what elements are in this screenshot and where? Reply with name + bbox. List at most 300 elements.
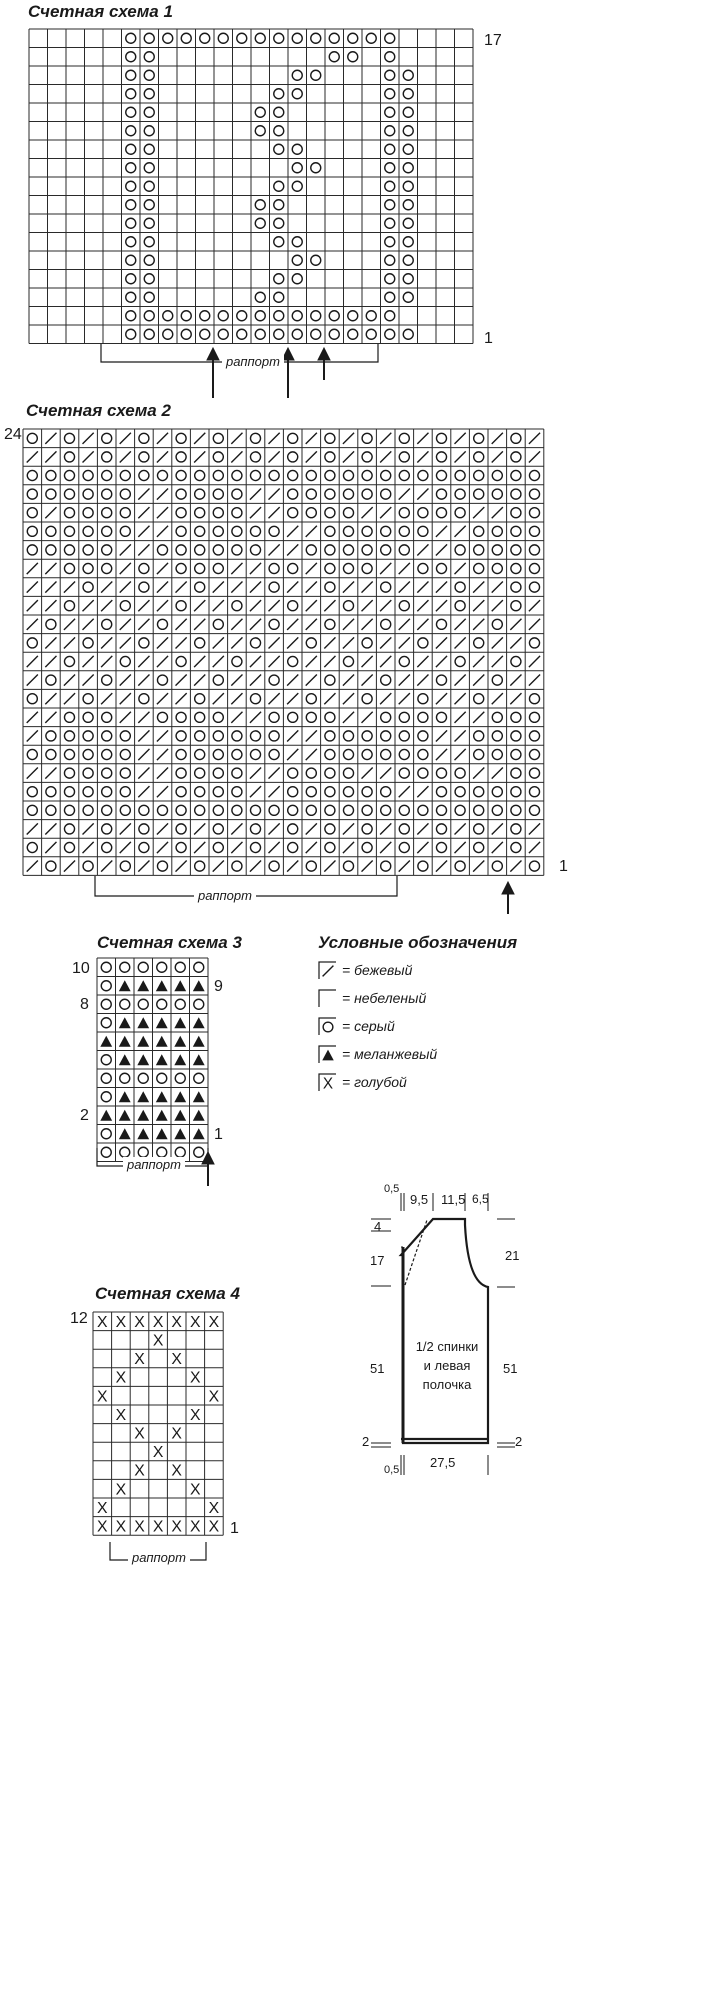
cell-symbol-circle xyxy=(418,638,428,648)
cell-symbol-slash xyxy=(27,563,38,574)
cell-symbol-slash xyxy=(492,507,503,518)
cell-symbol-slash xyxy=(287,582,298,593)
cell-symbol-slash xyxy=(306,600,317,611)
cell-symbol-slash xyxy=(138,656,149,667)
chart4-grid xyxy=(92,1311,224,1536)
cell-symbol-circle xyxy=(343,563,353,573)
cell-symbol-slash xyxy=(343,433,354,444)
cell-symbol-circle xyxy=(232,656,242,666)
cell-symbol-slash xyxy=(213,861,224,872)
cell-symbol-triangle xyxy=(119,980,131,991)
cell-symbol-slash xyxy=(399,693,410,704)
cell-symbol-slash xyxy=(362,600,373,611)
cell-symbol-circle xyxy=(385,218,395,228)
cell-symbol-circle xyxy=(144,181,154,191)
cell-symbol-circle xyxy=(139,824,149,834)
cell-symbol-slash xyxy=(27,712,38,723)
cell-symbol-slash xyxy=(473,600,484,611)
cell-symbol-triangle xyxy=(137,1128,149,1139)
cell-symbol-slash xyxy=(231,842,242,853)
cell-symbol-triangle xyxy=(137,1036,149,1047)
cell-symbol-slash xyxy=(306,749,317,760)
cell-symbol-circle xyxy=(492,805,502,815)
cell-symbol-circle xyxy=(306,861,316,871)
cell-symbol-circle xyxy=(274,89,284,99)
cell-symbol-slash xyxy=(138,749,149,760)
cell-symbol-slash xyxy=(27,619,38,630)
cell-symbol-slash xyxy=(455,619,466,630)
cell-symbol-slash xyxy=(362,656,373,667)
cell-symbol-circle xyxy=(292,255,302,265)
cell-symbol-slash xyxy=(45,712,56,723)
cell-symbol-circle xyxy=(176,824,186,834)
cell-symbol-slash xyxy=(362,619,373,630)
cell-symbol-circle xyxy=(529,489,539,499)
cell-symbol-circle xyxy=(288,489,298,499)
cell-symbol-slash xyxy=(64,693,75,704)
cell-symbol-circle xyxy=(362,638,372,648)
cell-symbol-circle xyxy=(274,144,284,154)
cell-symbol-slash xyxy=(120,451,131,462)
cell-symbol-x: X xyxy=(208,1518,220,1536)
cell-symbol-circle xyxy=(455,545,465,555)
cell-symbol-circle xyxy=(255,218,265,228)
cell-symbol-circle xyxy=(385,181,395,191)
cell-symbol-slash xyxy=(399,563,410,574)
cell-symbol-circle xyxy=(102,470,112,480)
cell-symbol-circle xyxy=(492,489,502,499)
cell-symbol-circle xyxy=(213,749,223,759)
cell-symbol-x: X xyxy=(190,1518,201,1536)
cell-symbol-circle xyxy=(101,999,111,1009)
cell-symbol-slash xyxy=(436,749,447,760)
chart3-title: Счетная схема 3 xyxy=(97,933,242,952)
cell-symbol-circle xyxy=(269,582,279,592)
cell-symbol-circle xyxy=(120,787,130,797)
cell-symbol-circle xyxy=(474,470,484,480)
cell-symbol-circle xyxy=(232,601,242,611)
cell-symbol-slash xyxy=(306,451,317,462)
cell-symbol-circle xyxy=(139,563,149,573)
cell-symbol-circle xyxy=(102,842,112,852)
cell-symbol-circle xyxy=(325,805,335,815)
cell-symbol-circle xyxy=(399,842,409,852)
cell-symbol-slash xyxy=(324,600,335,611)
cell-symbol-circle xyxy=(343,805,353,815)
cell-symbol-circle xyxy=(348,311,358,321)
cell-symbol-circle xyxy=(362,805,372,815)
cell-symbol-slash xyxy=(380,842,391,853)
cell-symbol-circle xyxy=(436,712,446,722)
cell-symbol-circle xyxy=(381,861,391,871)
cell-symbol-slash xyxy=(213,656,224,667)
cell-symbol-slash xyxy=(120,433,131,444)
cell-symbol-slash xyxy=(529,823,540,834)
cell-symbol-circle xyxy=(195,749,205,759)
cell-symbol-slash xyxy=(101,600,112,611)
cell-symbol-circle xyxy=(492,749,502,759)
cell-symbol-circle xyxy=(102,712,112,722)
dim-top-9-5: 9,5 xyxy=(410,1192,429,1207)
cell-symbol-circle xyxy=(455,489,465,499)
legend-swatch-icon xyxy=(318,961,336,979)
cell-symbol-slash xyxy=(231,433,242,444)
cell-symbol-circle xyxy=(385,200,395,210)
cell-symbol-circle xyxy=(126,89,136,99)
cell-symbol-circle xyxy=(292,329,302,339)
cell-symbol-slash xyxy=(138,730,149,741)
cell-symbol-circle xyxy=(311,329,321,339)
cell-symbol-circle xyxy=(385,52,395,62)
cell-symbol-circle xyxy=(157,712,167,722)
arrow-icon xyxy=(502,882,514,914)
cell-symbol-slash xyxy=(306,730,317,741)
cell-symbol-slash xyxy=(64,582,75,593)
cell-symbol-circle xyxy=(126,52,136,62)
cell-symbol-circle xyxy=(511,731,521,741)
cell-symbol-circle xyxy=(306,545,316,555)
cell-symbol-triangle xyxy=(156,1091,168,1102)
cell-symbol-slash xyxy=(250,563,261,574)
cell-symbol-circle xyxy=(269,712,279,722)
cell-symbol-circle xyxy=(348,33,358,43)
cell-symbol-circle xyxy=(126,274,136,284)
cell-symbol-circle xyxy=(474,452,484,462)
chart2-rapport-label: раппорт xyxy=(194,888,256,903)
cell-symbol-circle xyxy=(325,731,335,741)
cell-symbol-slash xyxy=(194,451,205,462)
cell-symbol-circle xyxy=(511,842,521,852)
cell-symbol-circle xyxy=(250,749,260,759)
dim-top-11-5: 11,5 xyxy=(441,1192,466,1207)
cell-symbol-triangle xyxy=(137,1091,149,1102)
cell-symbol-slash xyxy=(417,619,428,630)
cell-symbol-circle xyxy=(139,470,149,480)
cell-symbol-circle xyxy=(213,675,223,685)
cell-symbol-circle xyxy=(195,470,205,480)
cell-symbol-slash xyxy=(250,489,261,500)
cell-symbol-circle xyxy=(195,768,205,778)
cell-symbol-circle xyxy=(343,731,353,741)
cell-symbol-slash xyxy=(417,489,428,500)
cell-symbol-slash xyxy=(83,433,94,444)
cell-symbol-circle xyxy=(157,861,167,871)
cell-symbol-slash xyxy=(287,526,298,537)
cell-symbol-circle xyxy=(381,470,391,480)
cell-symbol-circle xyxy=(274,181,284,191)
cell-symbol-circle xyxy=(381,526,391,536)
cell-symbol-circle xyxy=(120,768,130,778)
cell-symbol-slash xyxy=(306,842,317,853)
cell-symbol-circle xyxy=(529,470,539,480)
cell-symbol-slash xyxy=(157,451,168,462)
dim-right-51: 51 xyxy=(503,1361,518,1376)
cell-symbol-slash xyxy=(231,619,242,630)
cell-symbol-circle xyxy=(64,526,74,536)
chart3-rapport-label: раппорт xyxy=(123,1157,185,1172)
cell-symbol-x: X xyxy=(171,1425,182,1443)
cell-symbol-x: X xyxy=(134,1351,145,1369)
cell-symbol-slash xyxy=(231,637,242,648)
cell-symbol-slash xyxy=(157,637,168,648)
cell-symbol-circle xyxy=(418,563,428,573)
cell-symbol-circle xyxy=(292,311,302,321)
cell-symbol-slash xyxy=(380,693,391,704)
cell-symbol-slash xyxy=(231,563,242,574)
cell-symbol-circle xyxy=(292,89,302,99)
cell-symbol-circle xyxy=(381,619,391,629)
cell-symbol-circle xyxy=(176,545,186,555)
cell-symbol-circle xyxy=(144,33,154,43)
cell-symbol-circle xyxy=(232,470,242,480)
cell-symbol-triangle xyxy=(174,980,186,991)
cell-symbol-circle xyxy=(292,33,302,43)
cell-symbol-circle xyxy=(362,489,372,499)
cell-symbol-circle xyxy=(126,70,136,80)
cell-symbol-slash xyxy=(473,619,484,630)
cell-symbol-slash xyxy=(231,823,242,834)
cell-symbol-circle xyxy=(175,962,185,972)
cell-symbol-slash xyxy=(45,656,56,667)
chart2-row-top-label: 24 xyxy=(4,426,22,443)
cell-symbol-circle xyxy=(195,731,205,741)
cell-symbol-circle xyxy=(366,329,376,339)
cell-symbol-slash xyxy=(138,861,149,872)
cell-symbol-circle xyxy=(213,712,223,722)
cell-symbol-slash xyxy=(343,693,354,704)
cell-symbol-slash xyxy=(455,433,466,444)
cell-symbol-circle xyxy=(102,675,112,685)
cell-symbol-triangle xyxy=(174,1036,186,1047)
dim-bottom-0-5: 0,5 xyxy=(384,1464,400,1476)
cell-symbol-triangle xyxy=(119,1054,131,1065)
cell-symbol-slash xyxy=(473,768,484,779)
cell-symbol-circle xyxy=(399,712,409,722)
cell-symbol-circle xyxy=(232,489,242,499)
cell-symbol-circle xyxy=(64,452,74,462)
cell-symbol-slash xyxy=(64,861,75,872)
cell-symbol-circle xyxy=(64,563,74,573)
cell-symbol-slash xyxy=(417,582,428,593)
cell-symbol-circle xyxy=(102,805,112,815)
cell-symbol-circle xyxy=(474,433,484,443)
cell-symbol-circle xyxy=(120,526,130,536)
cell-symbol-slash xyxy=(380,600,391,611)
cell-symbol-circle xyxy=(436,768,446,778)
cell-symbol-circle xyxy=(120,999,130,1009)
cell-symbol-slash xyxy=(250,712,261,723)
cell-symbol-circle xyxy=(474,526,484,536)
cell-symbol-circle xyxy=(218,33,228,43)
cell-symbol-circle xyxy=(64,842,74,852)
cell-symbol-circle xyxy=(102,824,112,834)
cell-symbol-circle xyxy=(64,787,74,797)
cell-symbol-circle xyxy=(250,433,260,443)
cell-symbol-circle xyxy=(292,70,302,80)
cell-symbol-circle xyxy=(83,526,93,536)
cell-symbol-slash xyxy=(120,563,131,574)
cell-symbol-slash xyxy=(250,582,261,593)
cell-symbol-circle xyxy=(418,508,428,518)
cell-symbol-circle xyxy=(362,787,372,797)
cell-symbol-circle xyxy=(83,694,93,704)
cell-symbol-circle xyxy=(492,787,502,797)
cell-symbol-triangle xyxy=(156,980,168,991)
cell-symbol-x: X xyxy=(171,1313,182,1331)
cell-symbol-slash xyxy=(343,451,354,462)
pattern-label-line1: 1/2 спинки xyxy=(415,1339,479,1354)
legend-swatch-icon xyxy=(318,1045,336,1063)
cell-symbol-slash xyxy=(231,712,242,723)
cell-symbol-slash xyxy=(27,730,38,741)
cell-symbol-slash xyxy=(269,544,280,555)
legend-item xyxy=(318,1068,437,1096)
cell-symbol-circle xyxy=(120,656,130,666)
cell-symbol-circle xyxy=(101,1073,111,1083)
cell-symbol-circle xyxy=(511,489,521,499)
cell-symbol-circle xyxy=(250,470,260,480)
cell-symbol-circle xyxy=(176,805,186,815)
cell-symbol-circle xyxy=(176,749,186,759)
cell-symbol-slash xyxy=(83,675,94,686)
cell-symbol-x: X xyxy=(134,1313,145,1331)
cell-symbol-slash xyxy=(473,656,484,667)
cell-symbol-slash xyxy=(157,693,168,704)
cell-symbol-slash xyxy=(157,823,168,834)
cell-symbol-circle xyxy=(176,470,186,480)
cell-symbol-circle xyxy=(325,489,335,499)
cell-symbol-circle xyxy=(64,712,74,722)
cell-symbol-circle xyxy=(455,805,465,815)
cell-symbol-slash xyxy=(269,823,280,834)
cell-symbol-circle xyxy=(126,200,136,210)
cell-symbol-slash xyxy=(83,823,94,834)
cell-symbol-slash xyxy=(436,582,447,593)
cell-symbol-circle xyxy=(144,107,154,117)
cell-symbol-slash xyxy=(492,656,503,667)
cell-symbol-x: X xyxy=(152,1518,164,1536)
cell-symbol-circle xyxy=(474,638,484,648)
cell-symbol-slash xyxy=(64,637,75,648)
cell-symbol-slash xyxy=(324,861,335,872)
cell-symbol-circle xyxy=(385,33,395,43)
cell-symbol-circle xyxy=(492,470,502,480)
cell-symbol-slash xyxy=(194,619,205,630)
cell-symbol-circle xyxy=(102,563,112,573)
cell-symbol-slash xyxy=(380,433,391,444)
cell-symbol-triangle xyxy=(193,1110,205,1121)
cell-symbol-circle xyxy=(436,433,446,443)
dim-right-2: 2 xyxy=(515,1434,523,1449)
cell-symbol-slash xyxy=(101,582,112,593)
cell-symbol-circle xyxy=(343,768,353,778)
cell-symbol-circle xyxy=(250,545,260,555)
cell-symbol-circle xyxy=(292,274,302,284)
cell-symbol-circle xyxy=(269,861,279,871)
cell-symbol-circle xyxy=(213,842,223,852)
cell-symbol-circle xyxy=(381,712,391,722)
cell-symbol-circle xyxy=(157,619,167,629)
cell-symbol-circle xyxy=(83,638,93,648)
cell-symbol-slash xyxy=(436,730,447,741)
cell-symbol-circle xyxy=(176,452,186,462)
cell-symbol-circle xyxy=(213,619,223,629)
legend-item xyxy=(318,984,437,1012)
cell-symbol-circle xyxy=(343,787,353,797)
cell-symbol-slash xyxy=(529,433,540,444)
cell-symbol-circle xyxy=(195,508,205,518)
cell-symbol-circle xyxy=(83,749,93,759)
cell-symbol-circle xyxy=(64,731,74,741)
cell-symbol-slash xyxy=(399,675,410,686)
cell-symbol-circle xyxy=(120,749,130,759)
cell-symbol-circle xyxy=(325,563,335,573)
dim-left-17: 17 xyxy=(370,1253,385,1268)
cell-symbol-x: X xyxy=(115,1518,127,1536)
cell-symbol-circle xyxy=(325,749,335,759)
cell-symbol-slash xyxy=(287,693,298,704)
cell-symbol-x: X xyxy=(208,1499,220,1517)
cell-symbol-circle xyxy=(399,731,409,741)
chart1-title: Счетная схема 1 xyxy=(28,2,173,21)
cell-symbol-circle xyxy=(163,33,173,43)
cell-symbol-circle xyxy=(436,508,446,518)
cell-symbol-slash xyxy=(120,675,131,686)
cell-symbol-triangle xyxy=(156,1036,168,1047)
cell-symbol-slash xyxy=(455,823,466,834)
cell-symbol-circle xyxy=(157,999,167,1009)
cell-symbol-circle xyxy=(213,824,223,834)
cell-symbol-circle xyxy=(64,470,74,480)
cell-symbol-circle xyxy=(403,274,413,284)
cell-symbol-triangle xyxy=(119,1017,131,1028)
cell-symbol-circle xyxy=(120,470,130,480)
cell-symbol-circle xyxy=(311,70,321,80)
cell-symbol-slash xyxy=(343,582,354,593)
cell-symbol-triangle xyxy=(119,1128,131,1139)
cell-symbol-circle xyxy=(306,638,316,648)
cell-symbol-x: X xyxy=(152,1444,164,1462)
cell-symbol-circle xyxy=(213,452,223,462)
cell-symbol-slash xyxy=(343,619,354,630)
cell-symbol-slash xyxy=(529,451,540,462)
cell-symbol-slash xyxy=(138,786,149,797)
cell-symbol-slash xyxy=(380,451,391,462)
cell-symbol-circle xyxy=(176,526,186,536)
cell-symbol-slash xyxy=(120,842,131,853)
cell-symbol-slash xyxy=(27,600,38,611)
cell-symbol-slash xyxy=(455,842,466,853)
cell-symbol-slash xyxy=(27,823,38,834)
cell-symbol-circle xyxy=(120,601,130,611)
cell-symbol-circle xyxy=(83,731,93,741)
cell-symbol-triangle xyxy=(100,1110,112,1121)
cell-symbol-circle xyxy=(474,842,484,852)
cell-symbol-circle xyxy=(175,1073,185,1083)
cell-symbol-circle xyxy=(399,452,409,462)
cell-symbol-circle xyxy=(194,1073,204,1083)
cell-symbol-circle xyxy=(288,433,298,443)
cell-symbol-slash xyxy=(417,600,428,611)
cell-symbol-circle xyxy=(385,292,395,302)
cell-symbol-x: X xyxy=(134,1462,145,1480)
cell-symbol-slash xyxy=(138,489,149,500)
cell-symbol-slash xyxy=(157,563,168,574)
cell-symbol-slash xyxy=(138,675,149,686)
cell-symbol-circle xyxy=(157,470,167,480)
cell-symbol-slash xyxy=(455,730,466,741)
cell-symbol-circle xyxy=(255,107,265,117)
